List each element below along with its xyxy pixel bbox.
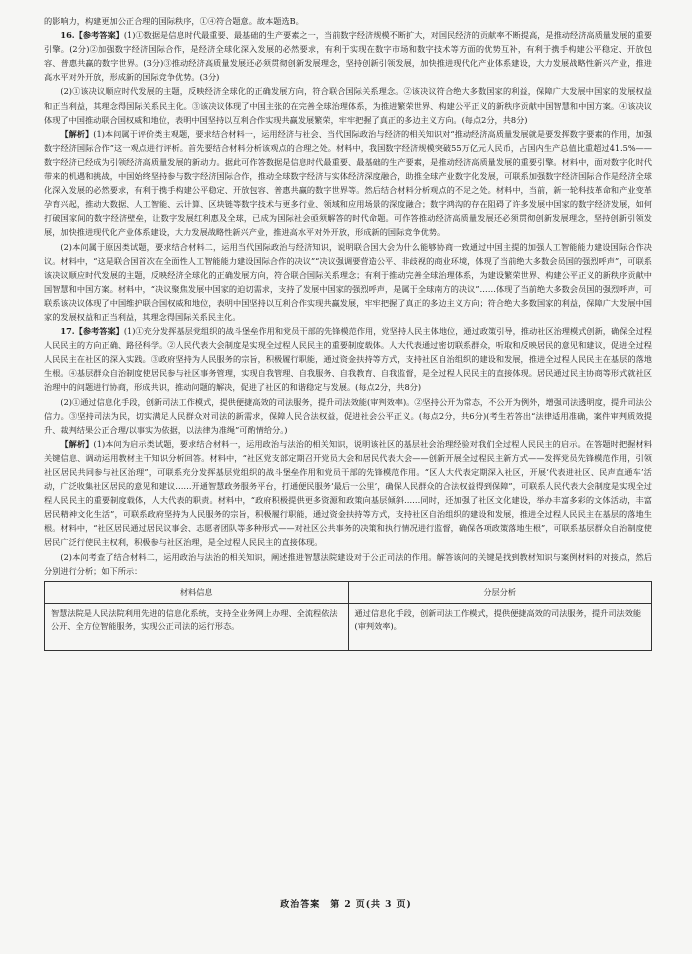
paragraph-lead: 【解析】 — [60, 128, 94, 139]
table-cell-info: 智慧法院是人民法院利用先进的信息化系统，支持全业务网上办理、全流程依法公开、全方位智能服务，实现公正司法的运行形态。 — [45, 603, 349, 650]
table-cell-analysis: 通过信息化手段，创新司法工作模式，提供便捷高效的司法服务，提升司法效能(审判效率)。 — [348, 603, 652, 650]
paragraph-lead: 【解析】 — [60, 438, 94, 449]
paragraph-p02 — [44, 28, 652, 84]
table-header-analysis: 分层分析 — [348, 581, 652, 603]
paragraph-text: (2)本问考查了结合材料二，运用政治与法治的相关知识，阐述推进智慧法院建设对于公正司法的作用。解答该问的关键是找到教材知识与案例材料的对接点，然后分别进行分析；如下所示： — [44, 551, 652, 576]
paragraph-lead: 17.【参考答案】 — [60, 326, 124, 337]
paragraph-text: (2)本问属于原因类试题，要求结合材料二，运用当代国际政治与经济知识，说明联合国大会为什么能够协商一致通过中国主提的加强人工智能能力建设国际合作决议。材料中，“这是联合国首次在全面性人工智能能力建设国际合作的决议”“决议强调要营造公平、非歧视的商业环境，体现了当前绝大多数会员国的强烈呼声”，可联系该决议顺应时代发展的主题，反映经济全球化的正确发展方向，符合联合国际关系理念；有利于推动完善全球治理体系，为建设繁荣世界、构建公平正义的新秩序贡献中国智慧和中国方案。材料中，“决议聚焦发展中国家的迫切需求，支持了发展中国家的强烈呼声，是属于全球南方的决议”……体现了当前绝大多数会员国的强烈呼声，可联系该决议体现了中国维护联合国权威和地位，表明中国坚持以互利合作实现共赢发展，牢牢把握了真正的多边主义方向；符合绝大多数国家的利益，保障广大发展中国家的发展权益和正当利益，其理念得国际关系民主化。 — [44, 241, 652, 322]
paragraph-text: (1)本问为启示类试题，要求结合材料一，运用政治与法治的相关知识，说明该社区的基层社会治理经验对我们全过程人民民主的启示。在答题时把握材料关键信息、调动运用教材主干知识分析回答。材料中，“社区党支部定期召开党员大会和居民代表大会——创新开展全过程民主新方式——发挥党员先锋模范作用，引领社区居民共同参与社区治理”，可联系充分发挥基层党组织的战斗堡垒作用和党员干部的先锋模范作用。“区人大代表定期深入社区，开展‘代表进社区、民声直通车’活动，广泛收集社区居民的意见和建议……开通智慧政务服务平台，打通便民服务‘最后一公里’，确保人民群众的合法权益得到保障”，可联系人民代表大会制度是实现全过程人民民主的重要制度载体，人大代表的职责。材料中，“政府积极提供更多资源和政策向基层倾斜……同时，还加强了社区文化建设，举办丰富多彩的文体活动，丰富居民精神文化生活”，可联系政府坚持为人民服务的宗旨，积极履行职能，通过资金扶持等方式，支持社区自治组织的建设和发展，推进全过程人民民主在基层的落地生根。材料中，“社区居民通过居民议事会、志愿者团队等多种形式——对社区公共事务的决策和执行情况进行监督，确保各项政策落地生根”，可联系基层群众自治制度使居民广泛行使民主权利，积极参与社区治理，是全过程人民民主的直接体现。 — [44, 438, 652, 548]
paragraph-p01 — [44, 14, 652, 28]
paragraph-p03 — [44, 84, 652, 126]
paragraph-text: (2)①通过信息化手段，创新司法工作模式，提供便捷高效的司法服务，提升司法效能(审判效率)。②坚持公开为常态，不公开为例外，增强司法透明度，提升司法公信力。③坚持司法为民，切实满足人民群众对司法的新需求，保障人民合法权益，促进社会公平正义。(每点2分，共6分)(考生若答出“法律适用准确，案件审判质效提升、裁判结果公正合理/以事实为依据，以法律为准绳”可酌情给分。) — [44, 396, 652, 435]
paragraph-p05 — [44, 240, 652, 325]
analysis-table — [44, 581, 652, 651]
table-header-info: 材料信息 — [45, 581, 349, 603]
paragraph-p08 — [44, 437, 652, 550]
paragraph-p09 — [44, 550, 652, 578]
paragraph-text: (1)①数据是信息时代最重要、最基础的生产要素之一，当前数字经济规模不断扩大，对国民经济的贡献率不断提高，是推动经济高质量发展的重要引擎。(2分)②加强数字经济国际合作，是经济全球化深入发展的必然要求，有利于实现在数字市场和数字技术等方面的优势互补，有利于携手构建公平稳定、开放包容、普惠共赢的数字世界。(3分)③推动经济高质量发展还必须贯彻创新发展理念，坚持创新引领发展，加快推进现代化产业体系建设，大力发展战略性新兴产业，推进高水平对外开放，形成新的国际竞争优势。(3分) — [44, 30, 652, 83]
table-header-row — [45, 581, 652, 603]
paragraph-text: (2)①该决议顺应时代发展的主题，反映经济全球化的正确发展方向，符合联合国际关系理念。②该决议符合绝大多数国家的利益，保障广大发展中国家的发展权益和正当利益，其理念得国际关系民主化。③该决议体现了中国主张的在完善全球治理体系，为推进繁荣世界、构建公平正义的新秩序贡献中国智慧和中国方案。④该决议体现了中国推动联合国权威和地位，表明中国坚持以互利合作实现共赢发展繁荣，牢牢把握了真正的多边主义方向。(每点2分，共8分) — [44, 86, 652, 125]
paragraph-lead: 16.【参考答案】 — [60, 30, 124, 41]
table-row — [45, 603, 652, 650]
paragraph-text: (1)①充分发挥基层党组织的战斗堡垒作用和党员干部的先锋模范作用，党坚持人民主体地位，通过政策引导，推动社区治理模式创新，确保全过程人民民主的方向正确、路径科学。②人民代表大会制度是实现全过程人民民主的重要制度载体。人大代表通过密切联系群众，听取和反映居民的意见和建议，促进全过程人民民主在社区的深入实践。③政府坚持为人民服务的宗旨，积极履行职能，通过资金扶持等方式，支持社区自治组织的建设和发展，推进全过程人民民主在基层的落地生根。④基层群众自治制度使居民参与社区事务管理，实现自我管理、自我服务、自我教育、自我监督，是全过程人民民主的直接体现。居民通过民主协商等形式就社区治理中的问题进行协商，形成共识，推动问题的解决，促进了社区的和谐稳定与发展。(每点2分，共8分) — [44, 326, 652, 393]
paragraph-text: (1)本问属于评价类主观题，要求结合材料一，运用经济与社会、当代国际政治与经济的相关知识对“推动经济高质量发展就是要发挥数字要素的作用，加强数字经济国际合作”这一观点进行评析。首先要结合材料分析该观点的合理之处。材料中，我国数字经济规模突破55万亿元人民币，占国内生产总值比重超过41.5%——数字经济已经成为引领经济高质量发展的新动力。据此可作答数据是信息时代最重要、最基础的生产要素，是推动经济高质量发展的重要引擎。材料中，面对数字化时代带来的机遇和挑战，中国始终坚持参与数字经济国际合作，推动全球数字经济与实体经济深度融合，助推全球产业数字化发展，可联系加强数字经济国际合作是经济全球化深入发展的必然要求，有利于携手构建公平稳定、开放包容、普惠共赢的数字世界等。然后结合材料分析观点的不足之处。材料中，当前，新一轮科技革命和产业变革孕育兴起，推动大数据、人工智能、云计算、区块链等数字技术与更多行业、领域和应用场景的深度融合；数字鸿沟的存在阻碍了许多发展中国家的数字经济发展，如何打破国家间的数字经济壁垒，让数字发展红利惠及全球，已成为国际社会亟须解答的时代命题。可作答推动经济高质量发展还必须贯彻创新发展理念，坚持创新引领发展，加快推进现代化产业体系建设，大力发展战略性新兴产业，推进高水平对外开放，形成新的国际竞争优势。 — [44, 128, 652, 238]
page-footer: 政治答案 第 2 页(共 3 页) — [280, 900, 412, 910]
paragraph-p07 — [44, 395, 652, 437]
answer-content — [44, 14, 652, 578]
paragraph-p06 — [44, 324, 652, 394]
paragraph-text: 的影响力，构建更加公正合理的国际秩序，①④符合题意。故本题选B。 — [44, 16, 304, 26]
paragraph-p04 — [44, 127, 652, 240]
